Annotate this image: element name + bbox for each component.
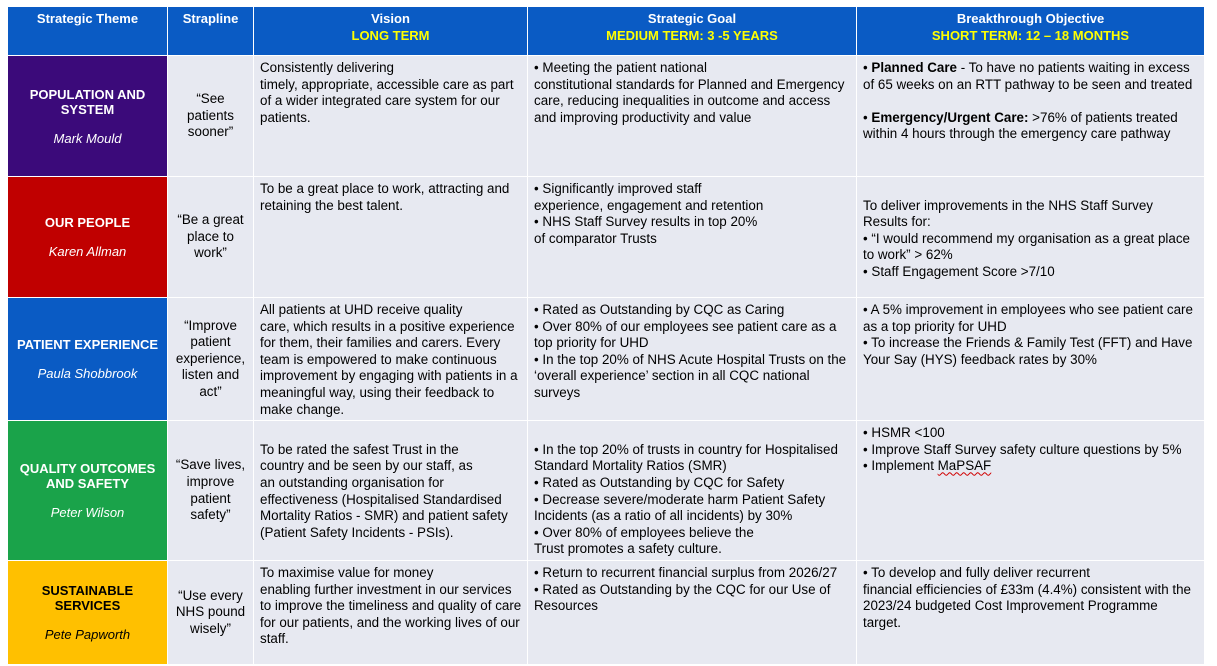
objective-cell: • HSMR <100 • Improve Staff Survey safety culture questions by 5% • Implement MaPSAF <box>857 421 1205 561</box>
strapline-cell: “See patients sooner” <box>168 56 254 177</box>
header-row <box>8 7 1205 56</box>
header-objective-term: SHORT TERM: 12 – 18 MONTHS <box>931 28 1130 43</box>
goal-cell: • Significantly improved staff experience, engagement and retention • NHS Staff Survey results in top 20% of comparator Trusts <box>528 177 857 298</box>
strapline-cell: “Improve patient experience, listen and act” <box>168 298 254 421</box>
strapline-cell: “Be a great place to work” <box>168 177 254 298</box>
header-vision-term: LONG TERM <box>351 28 430 43</box>
vision-cell: To be a great place to work, attracting and retaining the best talent. <box>254 177 528 298</box>
spellcheck-word: MaPSAF <box>937 458 992 474</box>
strategy-table <box>7 6 1205 665</box>
vision-cell: Consistently delivering timely, appropriate, accessible care as part of a wider integrated care system for our patients. <box>254 56 528 177</box>
strapline-cell: “Save lives, improve patient safety” <box>168 421 254 561</box>
header-strategic-goal: Strategic Goal MEDIUM TERM: 3 -5 YEARS <box>528 7 857 56</box>
vision-cell: All patients at UHD receive quality care, which results in a positive experience for them, their families and carers. Every team is empowered to make continuous improvement by engaging with patients in a meaningful way, using their feedback to make change. <box>254 298 528 421</box>
table-row <box>8 560 1205 664</box>
theme-cell: SUSTAINABLE SERVICES Pete Papworth <box>8 560 168 664</box>
table-row <box>8 298 1205 421</box>
table-row <box>8 421 1205 561</box>
header-breakthrough-objective: Breakthrough Objective SHORT TERM: 12 – 18 MONTHS <box>857 7 1205 56</box>
header-strategic-theme: Strategic Theme <box>8 7 168 56</box>
theme-lead: Karen Allman <box>48 244 127 259</box>
objective-cell: • Planned Care - To have no patients waiting in excess of 65 weeks on an RTT pathway to be seen and treated • Emergency/Urgent Care: >76% of patients treated within 4 hours through the emergency care pathway <box>857 56 1205 177</box>
vision-cell: To be rated the safest Trust in the country and be seen by our staff, as an outstanding organisation for effectiveness (Hospitalised Standardised Mortality Ratios - SMR) and patient safety (Patient Safety Incidents - PSIs). <box>254 421 528 561</box>
table-row <box>8 56 1205 177</box>
table-row <box>8 177 1205 298</box>
goal-cell: • Rated as Outstanding by CQC as Caring • Over 80% of our employees see patient care as a top priority for UHD • In the top 20% of NHS Acute Hospital Trusts on the ‘overall experience’ section in all CQC national surveys <box>528 298 857 421</box>
theme-lead: Peter Wilson <box>50 505 125 521</box>
theme-cell: POPULATION AND SYSTEM Mark Mould <box>8 56 168 177</box>
vision-cell: To maximise value for money enabling further investment in our services to improve the timeliness and quality of care for our patients, and the working lives of our staff. <box>254 560 528 664</box>
goal-cell: • In the top 20% of trusts in country for Hospitalised Standard Mortality Ratios (SMR) • Rated as Outstanding by CQC for Safety • Decrease severe/moderate harm Patient Safety Incidents (as a ratio of all incidents) by 30% • Over 80% of employees believe the Trust promotes a safety culture. <box>528 421 857 561</box>
theme-lead: Paula Shobbrook <box>37 366 138 382</box>
goal-cell: • Return to recurrent financial surplus from 2026/27 • Rated as Outstanding by the CQC for our Use of Resources <box>528 560 857 664</box>
theme-cell: PATIENT EXPERIENCE Paula Shobbrook <box>8 298 168 421</box>
header-goal-term: MEDIUM TERM: 3 -5 YEARS <box>606 28 778 43</box>
theme-cell: QUALITY OUTCOMES AND SAFETY Peter Wilson <box>8 421 168 561</box>
strapline-cell: “Use every NHS pound wisely” <box>168 560 254 664</box>
theme-cell: OUR PEOPLE Karen Allman <box>8 177 168 298</box>
objective-cell: • To develop and fully deliver recurrent financial efficiencies of £33m (4.4%) consistent with the 2023/24 budgeted Cost Improvement Programme target. <box>857 560 1205 664</box>
header-vision: Vision LONG TERM <box>254 7 528 56</box>
objective-cell: To deliver improvements in the NHS Staff Survey Results for: • “I would recommend my organisation as a great place to work” > 62% • Staff Engagement Score >7/10 <box>857 177 1205 298</box>
objective-cell: • A 5% improvement in employees who see patient care as a top priority for UHD • To increase the Friends & Family Test (FFT) and Have Your Say (HYS) feedback rates by 30% <box>857 298 1205 421</box>
header-strapline: Strapline <box>168 7 254 56</box>
theme-lead: Mark Mould <box>53 130 122 146</box>
goal-cell: • Meeting the patient national constitutional standards for Planned and Emergency care, reducing inequalities in outcome and access and improving productivity and value <box>528 56 857 177</box>
theme-lead: Pete Papworth <box>44 626 131 642</box>
